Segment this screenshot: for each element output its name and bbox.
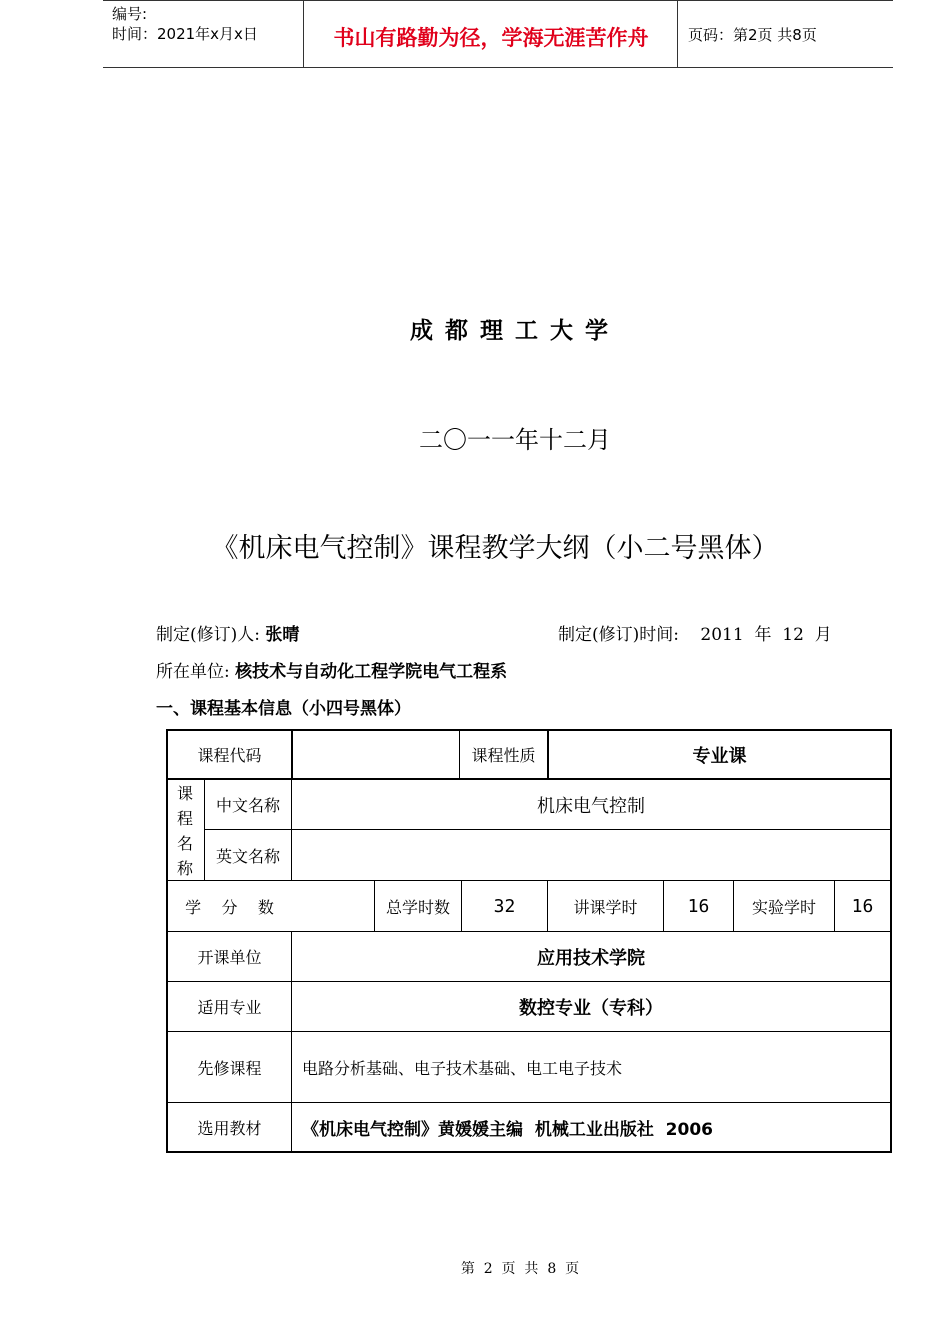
section-1-heading: 一、课程基本信息（小四号黑体） — [156, 699, 411, 719]
lecture-hours-value: 16 — [687, 895, 710, 917]
en-name-label: 英文名称 — [215, 846, 280, 866]
course-code-value — [293, 731, 459, 778]
time-line — [558, 620, 832, 645]
prereq-value: 电路分析基础、电子技术基础、电工电子技术 — [302, 1058, 623, 1078]
course-type-value: 专业课 — [692, 745, 747, 767]
credits-label: 学 分 数 — [185, 897, 274, 917]
major-label: 适用专业 — [197, 998, 262, 1017]
document-title: 《机床电气控制》课程教学大纲（小二号黑体） — [211, 533, 779, 564]
header-divider — [677, 0, 678, 68]
name-group-char: 课 — [176, 784, 193, 803]
lab-hours-value: 16 — [851, 895, 874, 917]
university-name: 成都理工大学 — [410, 318, 620, 344]
textbook-label: 选用教材 — [197, 1118, 262, 1138]
credits-value — [292, 881, 374, 931]
name-group-char: 名 — [176, 834, 193, 853]
unit-value: 核技术与自动化工程学院电气工程系 — [235, 662, 508, 682]
en-name-value — [292, 830, 890, 880]
table-border — [166, 1151, 892, 1153]
major-value: 数控专业（专科） — [519, 997, 663, 1019]
header-bottom-border — [103, 67, 893, 68]
prereq-label: 先修课程 — [197, 1058, 262, 1078]
cn-name-value: 机床电气控制 — [537, 795, 645, 817]
serial-label: 编号: — [112, 5, 148, 23]
header-page-info: 页码：第2页 共8页 — [688, 26, 817, 44]
header-left-info — [112, 4, 258, 44]
name-group-char: 程 — [176, 809, 193, 828]
page-footer: 第 2 页 共 8 页 — [460, 1261, 580, 1277]
unit-line — [156, 657, 507, 682]
author-label: 制定(修订)人: — [156, 625, 260, 645]
author-value: 张晴 — [265, 625, 300, 645]
header-motto: 书山有路勤为径，学海无涯苦作舟 — [333, 26, 649, 50]
revision-time-value: 2011 年 12 月 — [700, 625, 832, 645]
author-line — [156, 620, 299, 645]
name-group-char: 称 — [176, 859, 193, 878]
cn-name-label: 中文名称 — [215, 796, 280, 815]
total-hours-value: 32 — [493, 895, 516, 917]
dept-label: 开课单位 — [197, 948, 262, 967]
dept-value: 应用技术学院 — [537, 947, 645, 969]
course-code-label: 课程代码 — [197, 746, 262, 765]
course-info-table — [166, 729, 892, 1153]
revision-time-label: 制定(修订)时间: — [558, 625, 679, 645]
cover-date: 二〇一一年十二月 — [419, 426, 611, 454]
lecture-hours-label: 讲课学时 — [573, 897, 638, 917]
total-hours-label: 总学时数 — [385, 897, 450, 917]
time-label: 时间：2021年x月x日 — [112, 25, 258, 43]
lab-hours-label: 实验学时 — [751, 897, 816, 917]
table-border — [890, 729, 892, 1153]
course-type-label: 课程性质 — [471, 746, 536, 765]
header-divider — [303, 0, 304, 68]
unit-label: 所在单位: — [156, 662, 230, 682]
course-name-group-label — [166, 781, 204, 881]
header-top-border — [103, 0, 893, 1]
textbook-value: 《机床电气控制》黄媛媛主编 机械工业出版社 2006 — [302, 1119, 713, 1140]
